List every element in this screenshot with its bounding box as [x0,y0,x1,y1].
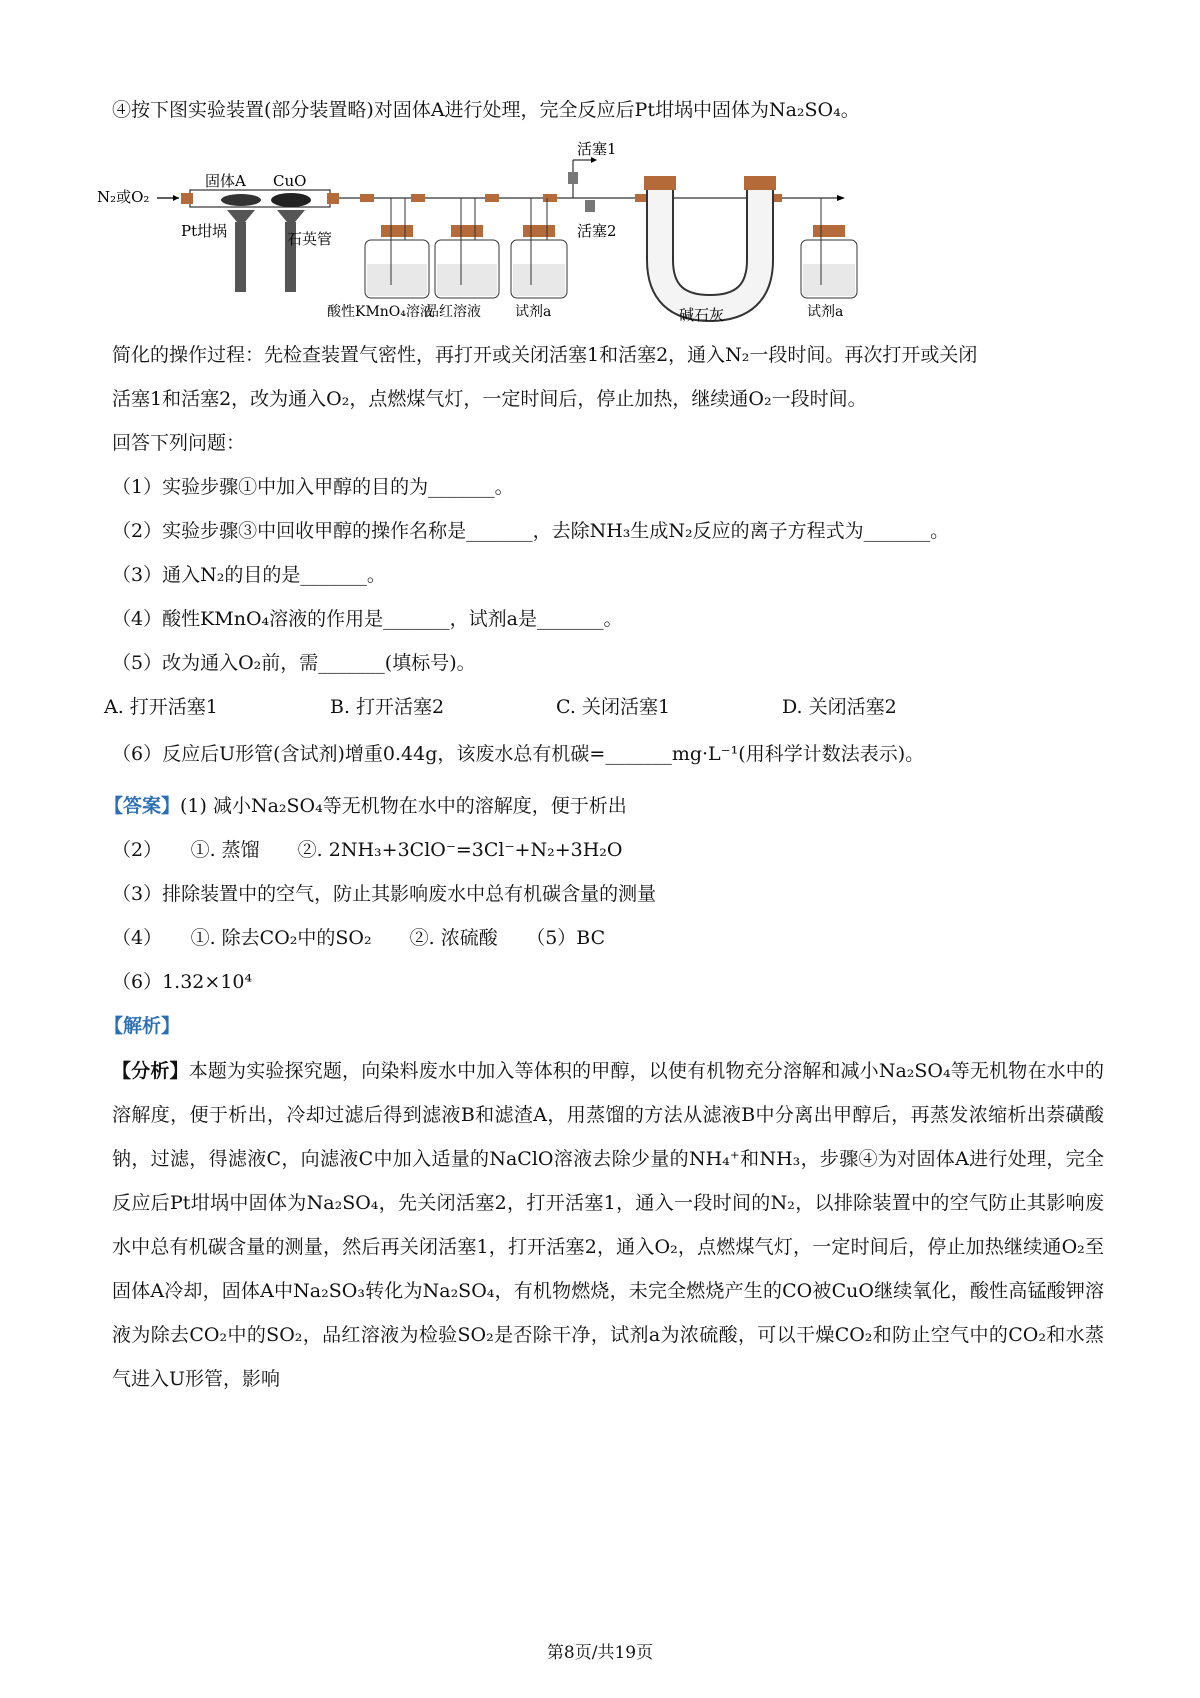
stopper-right [327,193,339,204]
option-d: D. 关闭活塞2 [782,696,897,718]
option-a: A. 打开活塞1 [104,696,218,718]
procedure-line-2: 活塞1和活塞2，改为通入O₂，点燃煤气灯，一定时间后，停止加热，继续通O₂一段时间。 [112,388,867,410]
cuo-sample [271,193,311,207]
question-1: （1）实验步骤①中加入甲醇的目的为_______。 [112,476,514,498]
procedure-line-1: 简化的操作过程：先检查装置气密性，再打开或关闭活塞1和活塞2，通入N₂一段时间。再次打开或关闭 [112,344,978,366]
quartz-label: 石英管 [287,230,333,248]
analysis-body: 本题为实验探究题，向染料废水中加入等体积的甲醇，以使有机物充分溶解和减小Na₂SO₄等无机物在水中的溶解度，便于析出，冷却过滤后得到滤液B和滤渣A，用蒸馏的方法从滤液B中分离出甲醇后，再蒸发浓缩析出萘磺酸钠，过滤，得滤液C，向滤液C中加入适量的NaClO溶液去除少量的NH₄⁺和NH₃，步骤④为对固体A进行处理，完全反应后Pt坩埚中固体为Na₂SO₄，先关闭活塞2，打开活塞1，通入一段时间的N₂，以排除装置中的空气防止其影响废水中总有机碳含量的测量，然后再关闭活塞1，打开活塞2，通入O₂，点燃煤气灯，一定时间后，停止加热继续通O₂至固体A冷却，固体A中Na₂SO₃转化为Na₂SO₄，有机物燃烧，未完全燃烧产生的CO被CuO继续氧化，酸性高锰酸钾溶液为除去CO₂中的SO₂，品红溶液为检验SO₂是否除干净，试剂a为浓硫酸，可以干燥CO₂和防止空气中的CO₂和水蒸气进入U形管，影响 [112,1060,1104,1390]
step4-text: ④按下图实验装置(部分装置略)对固体A进行处理，完全反应后Pt坩埚中固体为Na₂SO₄。 [112,99,860,121]
option-b: B. 打开活塞2 [330,696,445,718]
analysis-head: 【分析】 [112,1060,189,1082]
pinhong-label: 品红溶液 [425,304,481,320]
question-6: （6）反应后U形管(含试剂)增重0.44g，该废水总有机碳=_______mg·L⁻¹(用科学计数法表示)。 [112,743,925,765]
kmno4-label: 酸性KMnO₄溶液 [327,304,434,320]
cuo-label: CuO [273,172,307,190]
burner-1 [235,222,246,292]
answer-4-5: （4） ①. 除去CO₂中的SO₂ ②. 浓硫酸 （5）BC [112,927,606,949]
answer-6: （6）1.32×10⁴ [112,971,253,993]
flame-2 [277,210,305,222]
answer-2: （2） ①. 蒸馏 ②. 2NH₃+3ClO⁻=3Cl⁻+N₂+3H₂O [112,839,623,861]
pt-label: Pt坩埚 [181,222,228,240]
answer-1: (1) 减小Na₂SO₄等无机物在水中的溶解度，便于析出 [180,795,627,817]
question-3: （3）通入N₂的目的是_______。 [112,564,386,586]
apparatus-diagram [95,140,885,325]
stopper-left [181,193,193,204]
answer-3: （3）排除装置中的空气，防止其影响废水中总有机碳含量的测量 [112,883,657,905]
gas-in-label: N₂或O₂ [97,188,150,206]
flame-1 [227,210,255,222]
analysis-paragraph [112,1049,1104,1401]
answer-tag: 【答案】 [104,795,181,817]
reagent-a-label-2: 试剂a [807,304,844,320]
question-4: （4）酸性KMnO₄溶液的作用是_______，试剂a是_______。 [112,608,623,630]
analysis-tag: 【解析】 [104,1015,181,1037]
answer-prompt: 回答下列问题： [112,432,246,454]
answer-block-1 [104,792,627,820]
valve1-label: 活塞1 [577,140,617,158]
solid-a-label: 固体A [205,172,246,190]
option-c: C. 关闭活塞1 [556,696,671,718]
reagent-a-label-1: 试剂a [515,304,552,320]
valve-2 [585,200,595,212]
soda-lime-label: 碱石灰 [679,306,725,324]
question-2: （2）实验步骤③中回收甲醇的操作名称是_______，去除NH₃生成N₂反应的离子方程式为_______。 [112,520,950,542]
question-5: （5）改为通入O₂前，需_______(填标号)。 [112,652,476,674]
solid-a-sample [221,194,261,206]
page-footer: 第8页/共19页 [546,1643,654,1663]
valve2-label: 活塞2 [577,222,617,240]
valve-1 [568,172,578,184]
